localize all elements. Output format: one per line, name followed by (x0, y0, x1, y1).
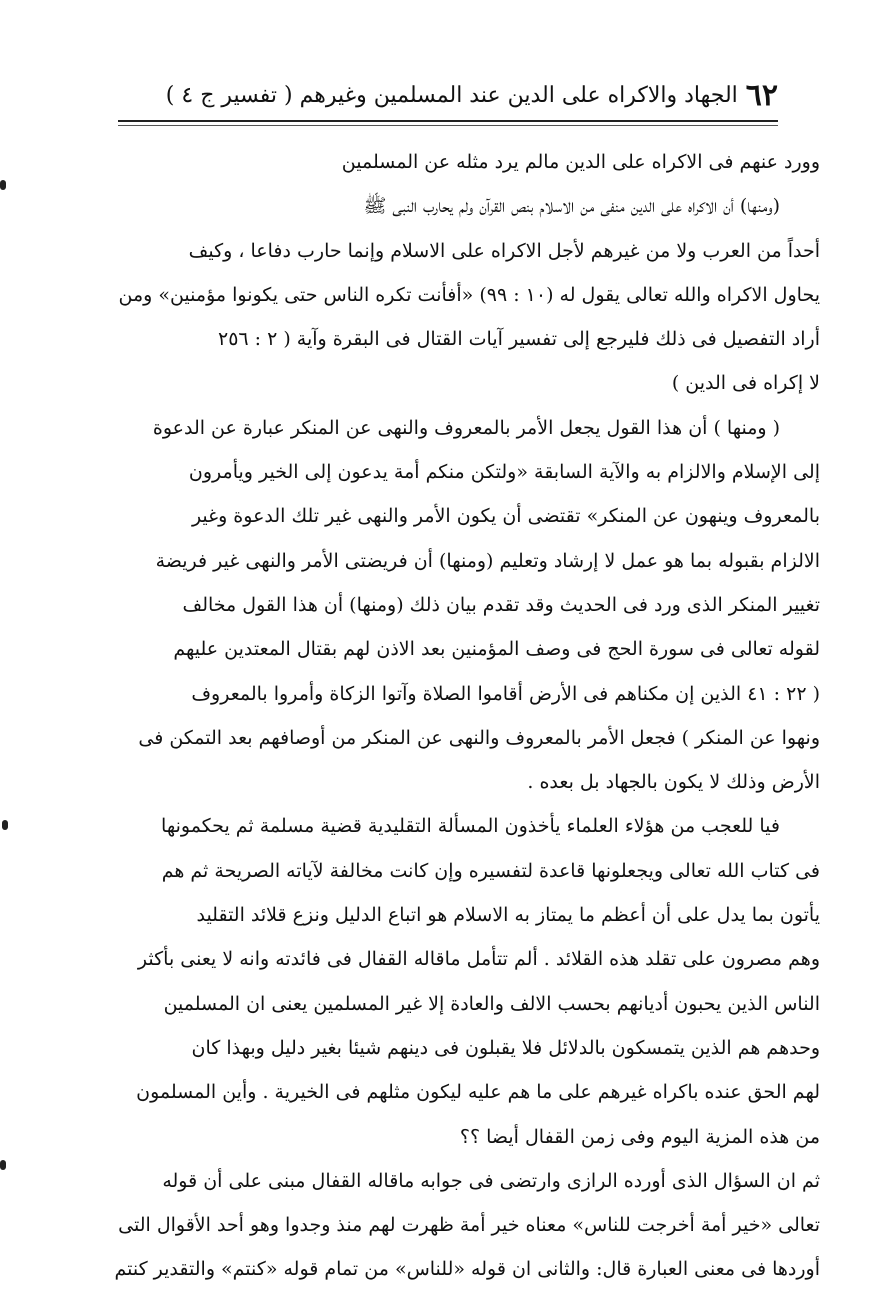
text-line: تغيير المنكر الذى ورد فى الحديث وقد تقدم بيان ذلك (ومنها) أن هذا القول مخالف (182, 593, 820, 616)
scan-mark (0, 1160, 6, 1170)
text-line: إلى الإسلام والالزام به والآية السابقة «ولتكن منكم أمة يدعون إلى الخير ويأمرون (188, 461, 820, 484)
text-line: الناس الذين يحبون أديانهم بحسب الالف والعادة إلا غير المسلمين يعنى ان المسلمين (163, 992, 820, 1015)
text-line: فى كتاب الله تعالى ويجعلونها قاعدة لتفسيره وإن كانت مخالفة لآياته الصريحة ثم هم (161, 859, 820, 882)
text-line: من هذه المزية اليوم وفى زمن القفال أيضا ؟؟ (459, 1125, 820, 1148)
text-line: بالمعروف وينهون عن المنكر» تقتضى أن يكون الأمر والنهى غير تلك الدعوة وغير (191, 505, 820, 528)
scan-mark (2, 820, 8, 830)
text-line: لهم الحق عنده باكراه غيرهم على ما هم عليه ليكون مثلهم فى الخيرية . وأين المسلمون (136, 1081, 820, 1104)
text-line: ( ومنها ) أن هذا القول يجعل الأمر بالمعروف والنهى عن المنكر عبارة عن الدعوة (152, 416, 780, 439)
header-rule (118, 120, 778, 122)
text-line: فيا للعجب من هؤلاء العلماء يأخذون المسألة التقليدية قضية مسلمة ثم يحكمونها (161, 815, 780, 838)
text-line: لا إكراه فى الدين ) (671, 372, 820, 395)
header-rule-thin (118, 125, 778, 126)
text-line: وورد عنهم فى الاكراه على الدين مالم يرد مثله عن المسلمين (341, 151, 820, 173)
text-line: أراد التفصيل فى ذلك فليرجع إلى تفسير آيات القتال فى البقرة وآية ( ٢ : ٢٥٦ (217, 328, 820, 351)
page-header (118, 70, 778, 120)
text-line: ونهوا عن المنكر ) فجعل الأمر بالمعروف والنهى عن المنكر من أوصافهم بعد التمكن فى (138, 726, 820, 749)
text-line: وحدهم هم الذين يتمسكون بالدلائل فلا يقبلون فى دينهم شيئا بغير دليل وبهذا كان (191, 1036, 820, 1059)
text-line: (ومنها) أن الاكراه على الدين منفى من الاسلام بنص القرآن ولم يحارب النبى ﷺ (363, 195, 780, 218)
text-line: وهم مصرون على تقلد هذه القلائد . ألم تتأمل ماقاله القفال فى فائدته وانه لا يعنى بأكثر (137, 948, 820, 971)
text-line: أوردها فى معنى العبارة قال: والثانى ان قوله «للناس» من تمام قوله «كنتم» والتقدير كنتم (114, 1258, 820, 1281)
running-title: الجهاد والاكراه على الدين عند المسلمين وغيرهم ( تفسير ج ٤ ) (165, 82, 738, 108)
text-line: يحاول الاكراه والله تعالى يقول له (١٠ : ٩٩) «أفأنت تكره الناس حتى يكونوا مؤمنين» ومن (118, 283, 820, 306)
page-number: ٦٢ (745, 77, 778, 113)
text-line: الالزام بقبوله بما هو عمل لا إرشاد وتعليم (ومنها) أن فريضتى الأمر والنهى غير فريضة (155, 549, 820, 572)
text-line: ( ٢٢ : ٤١ الذين إن مكناهم فى الأرض أقاموا الصلاة وآتوا الزكاة وأمروا بالمعروف (191, 682, 820, 705)
body-text (110, 140, 820, 1292)
text-line: الأرض وذلك لا يكون بالجهاد بل بعده . (527, 771, 820, 794)
text-line: لقوله تعالى فى سورة الحج فى وصف المؤمنين بعد الاذن لهم بقتال المعتدين عليهم (173, 638, 820, 661)
text-line: يأتون بما يدل على أن أعظم ما يمتاز به الاسلام هو اتباع الدليل ونزع قلائد التقليد (196, 904, 820, 927)
text-line: تعالى «خير أمة أخرجت للناس» معناه خير أمة ظهرت لهم منذ وجدوا وهو أحد الأقوال التى (118, 1214, 820, 1237)
text-line: ثم ان السؤال الذى أورده الرازى وارتضى فى جوابه ماقاله القفال مبنى على أن قوله (162, 1169, 820, 1192)
text-line: أحداً من العرب ولا من غيرهم لأجل الاكراه على الاسلام وإنما حارب دفاعا ، وكيف (188, 239, 820, 262)
scan-mark (0, 180, 6, 190)
